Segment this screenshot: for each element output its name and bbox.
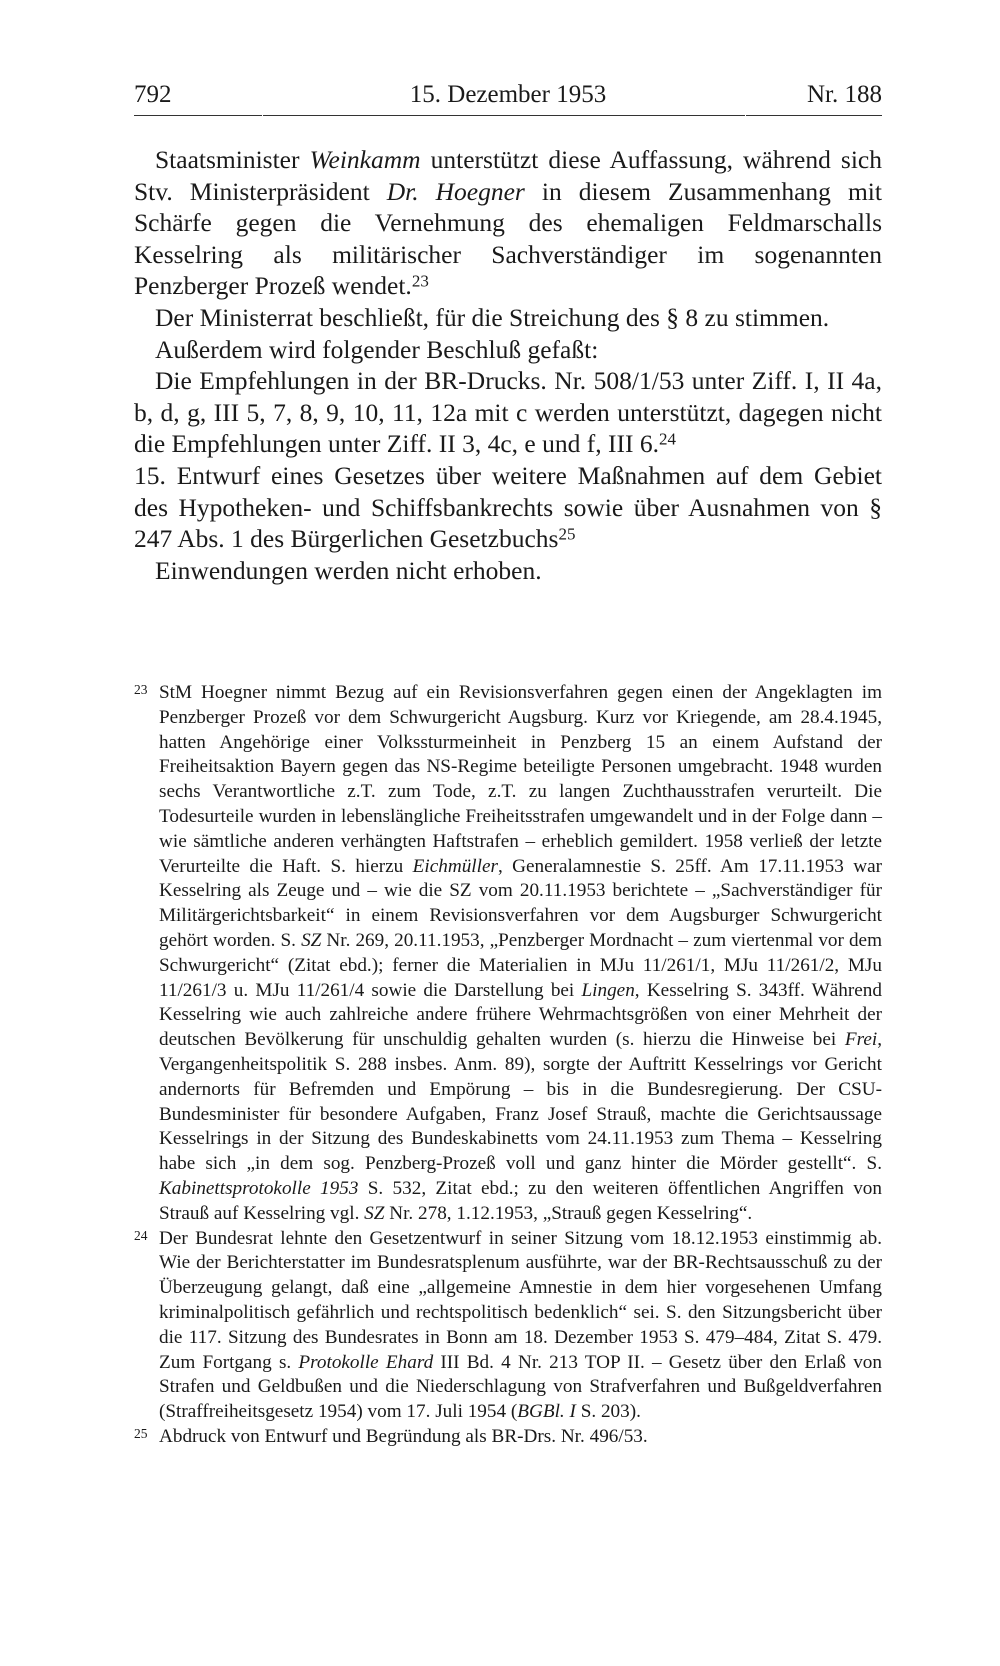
agenda-item-15: 15. Entwurf eines Gesetzes über weitere Maßnahmen auf dem Gebiet des Hypotheken- und Schiffsbankrechts sowie über Ausnahmen von § 247 Abs. 1 des Bürgerlichen Gesetzbuchs$^{25}$ xyxy=(134,460,882,554)
footnote-reference: 23 xyxy=(411,271,429,291)
footnote-number: 23 xyxy=(134,682,148,697)
person-name: Dr. Hoegner xyxy=(386,176,525,206)
header-date: 15. Dezember 1953 xyxy=(409,81,607,108)
footnote-23: 23 StM Hoegner nimmt Bezug auf ein Revisionsverfahren gegen einen der Angeklagten im Penzberger Prozeß vor dem Schwurgericht Augsburg. Kurz vor Kriegende, am 28.4.1945, hatten Angehörige einer Volkssturmeinheit in Penzberg 15 an einem Aufstand der Freiheitsaktion Bayern gegen das NS-Regime beteiligte Personen umgebracht. 1948 wurden sechs Verantwortliche z.T. zum Tode, z.T. zu langen Zuchthausstrafen verurteilt. Die Todesurteile wurden in lebenslängliche Freiheitsstrafen umgewandelt und in der Folge dann – wie sämtliche anderen verhängten Haftstrafen – erheblich gemildert. 1958 verließ der letzte Verurteilte die Haft. S. hierzu Eichmüller, Generalamnestie S. 25ff. Am 17.11.1953 war Kesselring als Zeuge und – wie die SZ vom 20.11.1953 berichtete – „Sachverständiger für Militärgerichtsbarkeit“ in einem Revisionsverfahren vor dem Augsburger Schwurgericht gehört worden. S. SZ Nr. 269, 20.11.1953, „Penzberger Mordnacht – zum viertenmal vor dem Schwurgericht“ (Zitat ebd.); ferner die Materialien in MJu 11/261/1, MJu 11/261/2, MJu 11/261/3 u. MJu 11/261/4 sowie die Darstellung bei Lingen, Kesselring S. 343ff. Während Kesselring wie auch zahlreiche andere frühere Wehrmachtsgrößen von einer Mehrheit der deutschen Bevölkerung für unschuldig gehalten wurden (s. hierzu die Hinweise bei Frei, Vergangenheitspolitik S. 288 insbes. Anm. 89), sorgte der Auftritt Kesselrings vor Gericht andernorts für Befremden und Empörung – bis in die Bundesregierung. Der CSU-Bundesminister für besondere Aufgaben, Franz Josef Strauß, machte die Gerichtsaussage Kesselrings in der Sitzung des Bundeskabinetts vom 24.11.1953 zum Thema – Kesselring habe sich „in dem sog. Penzberg-Prozeß voll und ganz hinter die Mörder gestellt“. S. Kabinettsprotokolle 1953 S. 532, Zitat ebd.; zu den weiteren öffentlichen Angriffen von Strauß auf Kesselring vgl. SZ Nr. 278, 1.12.1953, „Strauß gegen Kesselring“. xyxy=(134,681,882,1227)
header-rule-left xyxy=(134,115,262,116)
page-header xyxy=(134,80,882,120)
paragraph-no-objections: Einwendungen werden nicht erhoben. xyxy=(155,555,542,585)
paragraph-recommendations: Die Empfehlungen in der BR-Drucks. Nr. 508/1/53 unter Ziff. I, II 4a, b, d, g, III 5, 7, 8, 9, 10, 11, 12a mit c werden unterstützt, dagegen nicht die Empfehlungen unter Ziff. II 3, 4c, e und f, III 6.24 xyxy=(134,366,882,459)
paragraph-weinkamm: Staatsminister Weinkamm unterstützt diese Auffassung, während sich Stv. Ministerpräsident Dr. Hoegner in diesem Zusammenhang mit Schärfe gegen die Vernehmung des ehemaligen Feldmarschalls Kesselring als militärischer Sachverständiger im sogenannten Penzberger Prozeß wendet.$^{23}$ xyxy=(134,145,883,301)
footnote-number: 25 xyxy=(134,1425,148,1441)
footnote-reference: 24 xyxy=(658,429,676,449)
header-issue-number: Nr. 188 xyxy=(807,81,882,108)
paragraph-decision-intro: Außerdem wird folgender Beschluß gefaßt: xyxy=(155,334,599,364)
footnote-24: 24 Der Bundesrat lehnte den Gesetzentwurf in seiner Sitzung vom 18.12.1953 einstimmig ab. Wie der Berichterstatter im Bundesratsplenum ausführte, war der BR-Rechtsausschuß zu der Überzeugung gelangt, daß eine „allgemeine Amnestie in dem hier vorgesehenen Umfang kriminalpolitisch gefährlich und rechtspolitisch bedenklich“ sei. S. den Sitzungsbericht über die 117. Sitzung des Bundesrates in Bonn am 18. Dezember 1953 S. 479–484, Zitat S. 479. Zum Fortgang s. Protokolle Ehard III Bd. 4 Nr. 213 TOP II. – Gesetz über den Erlaß von Strafen und Geldbußen und die Niederschlagung von Strafverfahren und Bußgeldverfahren (Straffreiheitsgesetz 1954) vom 17. Juli 1954 (BGBl. I S. 203). xyxy=(134,1227,882,1425)
page-number: 792 xyxy=(134,81,172,108)
footnote-reference: 25 xyxy=(558,524,576,544)
header-rule-center xyxy=(263,115,745,116)
person-name: Weinkamm xyxy=(309,145,421,174)
main-text xyxy=(134,144,882,586)
footnotes xyxy=(134,681,882,1450)
footnote-number: 24 xyxy=(134,1227,148,1243)
footnote-25: 25 Abdruck von Entwurf und Begründung als BR-Drs. Nr. 496/53. xyxy=(134,1425,882,1450)
header-rule-right xyxy=(746,115,882,116)
paragraph-resolution: Der Ministerrat beschließt, für die Streichung des § 8 zu stimmen. xyxy=(155,302,830,332)
